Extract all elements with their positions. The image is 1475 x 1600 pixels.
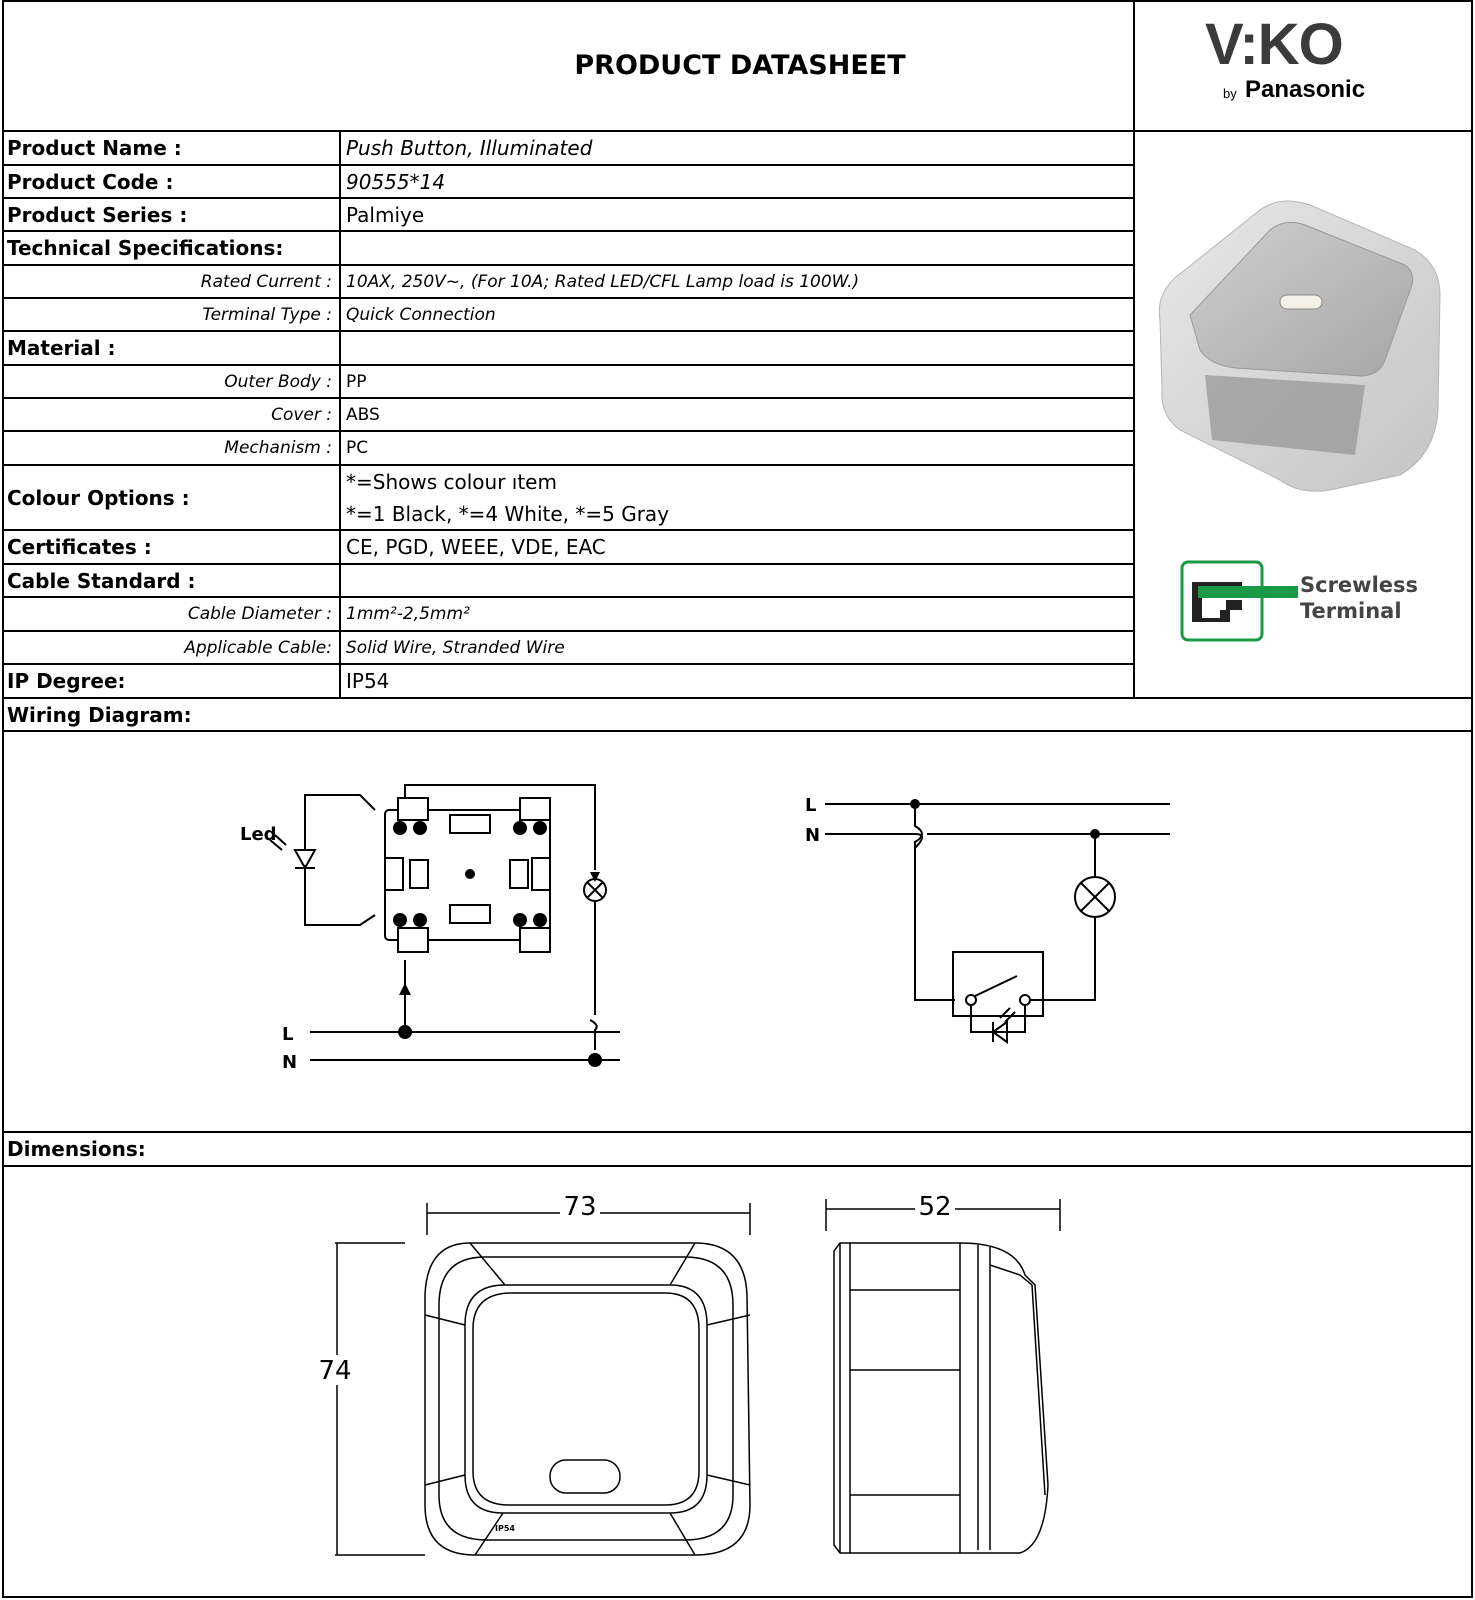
rated-current-label: Rated Current : — [200, 271, 332, 292]
applicable-cable-label: Applicable Cable: — [184, 637, 332, 658]
dimension-front-view — [315, 1195, 765, 1570]
technical-specs-heading: Technical Specifications: — [7, 236, 284, 260]
material-heading: Material : — [7, 336, 116, 360]
mechanism-label: Mechanism : — [224, 438, 332, 458]
product-name-label: Product Name : — [7, 136, 182, 160]
divider — [2, 730, 1473, 732]
colour-options-label: Colour Options : — [7, 485, 190, 510]
product-photo — [1150, 190, 1460, 500]
certificates-value: CE, PGD, WEEE, VDE, EAC — [346, 535, 606, 559]
cable-diameter-label: Cable Diameter : — [187, 604, 332, 624]
divider — [1133, 0, 1135, 697]
width-dimension: 73 — [563, 1195, 597, 1222]
badge-line1: Screwless — [1300, 573, 1419, 597]
cover-label: Cover : — [271, 404, 332, 425]
screwless-terminal-label — [1300, 572, 1418, 624]
ip-mark: IP54 — [495, 1524, 515, 1533]
cable-standard-heading: Cable Standard : — [7, 568, 196, 593]
brand-by: by — [1223, 86, 1237, 101]
product-code-value: 90555*14 — [346, 169, 446, 194]
l-label-right: L — [805, 795, 817, 816]
screwless-terminal-icon — [1180, 560, 1300, 642]
certificates-label: Certificates : — [7, 535, 152, 559]
ip-degree-label: IP Degree: — [7, 669, 126, 693]
led-label: Led — [240, 824, 277, 845]
rated-current-value: 10AX, 250V~, (For 10A; Rated LED/CFL Lamp load is 100W.) — [346, 271, 860, 292]
product-name-value: Push Button, Illuminated — [346, 136, 593, 160]
applicable-cable-value: Solid Wire, Stranded Wire — [346, 637, 565, 658]
cover-value: ABS — [346, 404, 380, 425]
depth-dimension: 52 — [918, 1195, 952, 1222]
cable-diameter-value: 1mm²-2,5mm² — [346, 604, 470, 624]
colour-options-line1: *=Shows colour ıtem — [346, 470, 557, 494]
wiring-diagram-heading: Wiring Diagram: — [7, 702, 192, 727]
product-code-label: Product Code : — [7, 169, 174, 194]
mechanism-value: PC — [346, 438, 369, 458]
brand-logo: V:KO — [1205, 14, 1343, 74]
badge-line2: Terminal — [1300, 599, 1402, 623]
divider — [2, 1165, 1473, 1167]
wiring-diagram-physical — [220, 770, 640, 1080]
page-title: PRODUCT DATASHEET — [574, 49, 906, 81]
ip-degree-value: IP54 — [346, 669, 390, 693]
terminal-type-value: Quick Connection — [346, 304, 496, 325]
dimensions-heading: Dimensions: — [7, 1137, 146, 1161]
product-series-label: Product Series : — [7, 202, 188, 227]
outer-body-label: Outer Body : — [224, 371, 332, 392]
outer-body-value: PP — [346, 371, 367, 392]
n-label-left: N — [282, 1052, 298, 1073]
dimension-side-view — [820, 1195, 1070, 1570]
product-series-value: Palmiye — [346, 202, 425, 227]
terminal-type-label: Terminal Type : — [202, 304, 332, 325]
n-label-right: N — [805, 825, 821, 846]
colour-options-line2: *=1 Black, *=4 White, *=5 Gray — [346, 501, 670, 526]
height-dimension: 74 — [318, 1356, 352, 1386]
wiring-diagram-schematic — [795, 780, 1185, 1080]
l-label-left: L — [282, 1024, 294, 1045]
divider — [339, 130, 341, 697]
brand-parent: Panasonic — [1245, 76, 1366, 103]
